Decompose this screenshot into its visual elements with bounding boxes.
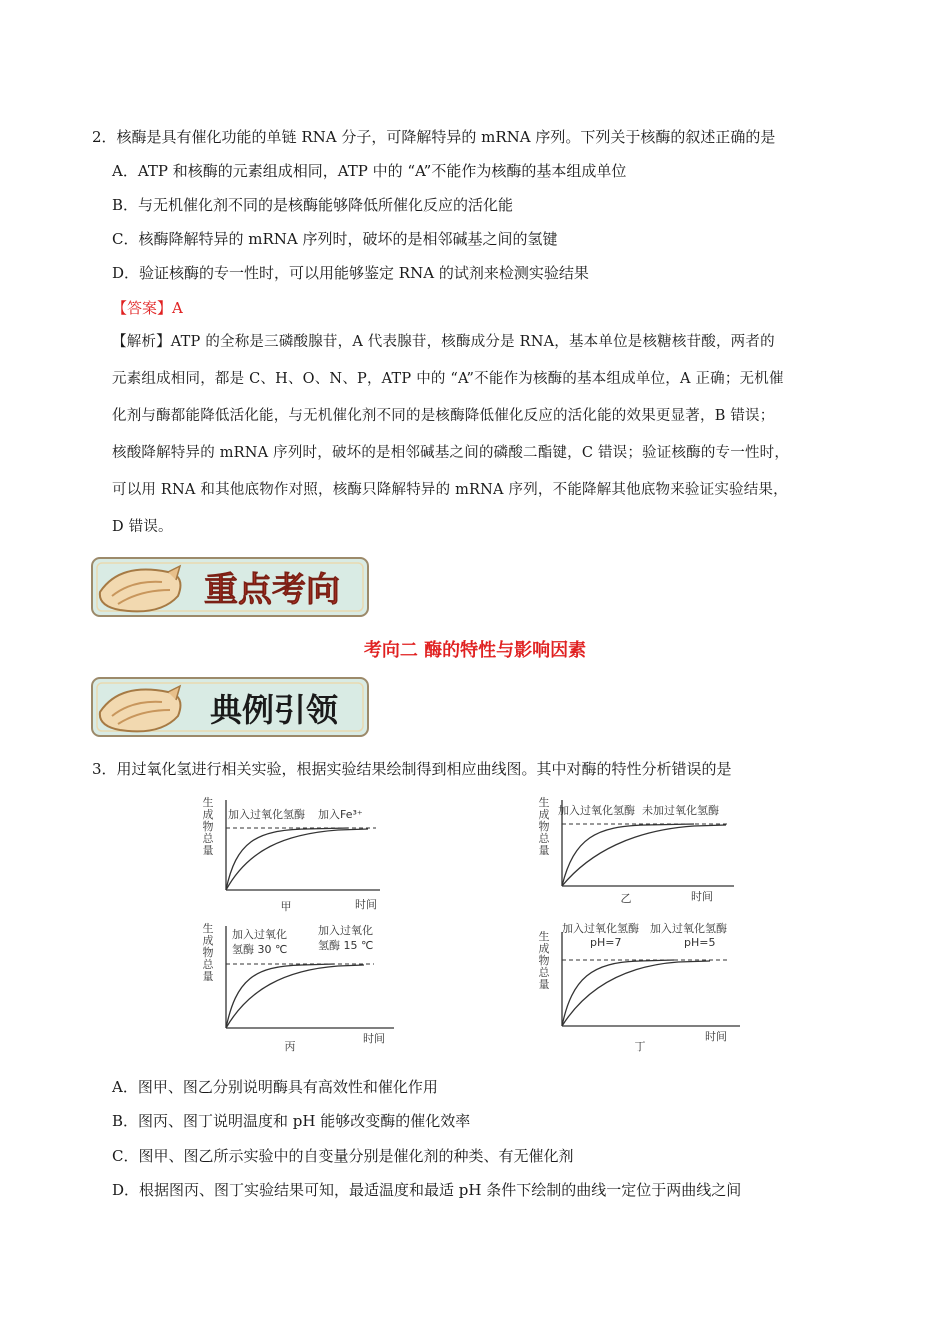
svg-text:成: 成 <box>202 808 214 821</box>
svg-text:物: 物 <box>202 946 214 959</box>
curve-label: 未加过氧化氢酶 <box>642 804 719 817</box>
graph-ding <box>534 916 774 1054</box>
curve-ph7 <box>562 960 674 1026</box>
svg-text:物: 物 <box>538 820 550 833</box>
graph-jia <box>198 794 398 918</box>
curve-catalase <box>562 824 694 886</box>
x-axis-label: 时间 <box>705 1030 727 1043</box>
curve-label: 加入过氧化 <box>232 928 287 941</box>
curve-label: pH=5 <box>684 936 716 949</box>
section-title: 考向二 酶的特性与影响因素 <box>363 640 587 661</box>
graph-name: 乙 <box>620 892 632 905</box>
curve-label: 加入过氧化氢酶 <box>650 922 727 935</box>
svg-text:量: 量 <box>538 844 550 857</box>
q2-option-c: C．核酶降解特异的 mRNA 序列时，破坏的是相邻碱基之间的氢键 <box>112 230 558 248</box>
q2-option-d: D．验证核酶的专一性时，可以用能够鉴定 RNA 的试剂来检测实验结果 <box>112 264 589 282</box>
q2-stem: 2．核酶是具有催化功能的单链 RNA 分子，可降解特异的 mRNA 序列。下列关于核酶的叙述正确的是 <box>92 128 776 146</box>
banner-typical-examples <box>90 672 372 742</box>
q3-stem: 3．用过氧化氢进行相关实验，根据实验结果绘制得到相应曲线图。其中对酶的特性分析错误的是 <box>92 760 732 778</box>
graph-name: 甲 <box>280 900 292 913</box>
svg-text:物: 物 <box>202 820 214 833</box>
x-axis-label: 时间 <box>363 1032 385 1045</box>
q2-explanation-line: 可以用 RNA 和其他底物作对照，核酶只降解特异的 mRNA 序列，不能降解其他底物来验证实验结果， <box>112 482 788 498</box>
svg-text:总: 总 <box>538 966 550 979</box>
curve-label: pH=7 <box>590 936 622 949</box>
svg-text:生: 生 <box>538 796 550 809</box>
curve-label: 加入过氧化氢酶 <box>228 808 305 821</box>
graph-name: 丙 <box>284 1040 296 1053</box>
svg-text:总: 总 <box>202 832 214 845</box>
q2-explanation-line: 元素组成相同，都是 C、H、O、N、P，ATP 中的 “A”不能作为核酶的基本组成单位，A 正确；无机催 <box>112 371 784 387</box>
q3-option-d: D．根据图丙、图丁实验结果可知，最适温度和最适 pH 条件下绘制的曲线一定位于两曲线之间 <box>112 1181 742 1199</box>
curve-label: 氢酶 15 ℃ <box>318 939 374 952</box>
q2-explanation-line: 核酸降解特异的 mRNA 序列时，破坏的是相邻碱基之间的磷酸二酯键，C 错误；验证核酶的专一性时， <box>112 445 790 461</box>
q3-option-a: A．图甲、图乙分别说明酶具有高效性和催化作用 <box>112 1078 438 1096</box>
svg-text:生: 生 <box>202 796 214 809</box>
curve-label: 加入过氧化氢酶 <box>558 804 635 817</box>
graph-bing <box>198 920 408 1056</box>
svg-text:量: 量 <box>202 844 214 857</box>
q2-option-b: B．与无机催化剂不同的是核酶能够降低所催化反应的活化能 <box>112 196 514 214</box>
curve-15c <box>226 965 364 1028</box>
q2-option-a: A．ATP 和核酶的元素组成相同，ATP 中的 “A”不能作为核酶的基本组成单位 <box>112 162 627 180</box>
svg-text:量: 量 <box>538 978 550 991</box>
banner-key-direction <box>90 552 372 622</box>
svg-text:成: 成 <box>538 808 550 821</box>
banner-title: 典例引领 <box>209 691 339 729</box>
curve-30c <box>226 964 334 1028</box>
x-axis-label: 时间 <box>355 898 377 911</box>
curve-label: 加入过氧化 <box>318 924 373 937</box>
q3-option-c: C．图甲、图乙所示实验中的自变量分别是催化剂的种类、有无催化剂 <box>112 1147 574 1165</box>
curve-label: 加入过氧化氢酶 <box>562 922 639 935</box>
svg-text:总: 总 <box>202 958 214 971</box>
svg-text:物: 物 <box>538 954 550 967</box>
x-axis-label: 时间 <box>691 890 713 903</box>
svg-text:生: 生 <box>202 922 214 935</box>
graph-name: 丁 <box>634 1040 646 1053</box>
curve-fe3 <box>226 829 368 890</box>
curve-no-catalase <box>562 825 726 886</box>
curve-catalase <box>226 828 348 890</box>
svg-text:成: 成 <box>538 942 550 955</box>
q2-explanation-line: 【解析】ATP 的全称是三磷酸腺苷，A 代表腺苷，核酶成分是 RNA，基本单位是核糖核苷酸，两者的 <box>112 334 775 350</box>
curve-ph5 <box>562 961 710 1026</box>
q3-option-b: B．图丙、图丁说明温度和 pH 能够改变酶的催化效率 <box>112 1112 471 1130</box>
graph-yi <box>534 794 754 906</box>
q2-explanation-line: D 错误。 <box>112 519 173 535</box>
svg-text:总: 总 <box>538 832 550 845</box>
svg-text:成: 成 <box>202 934 214 947</box>
banner-title: 重点考向 <box>204 570 340 610</box>
q2-answer: 【答案】A <box>112 299 183 317</box>
svg-text:量: 量 <box>202 970 214 983</box>
curve-label: 氢酶 30 ℃ <box>232 943 288 956</box>
curve-label: 加入Fe³⁺ <box>318 808 363 821</box>
svg-text:生: 生 <box>538 930 550 943</box>
q2-explanation-line: 化剂与酶都能降低活化能，与无机催化剂不同的是核酶降低催化反应的活化能的效果更显著，B 错误； <box>112 408 775 424</box>
